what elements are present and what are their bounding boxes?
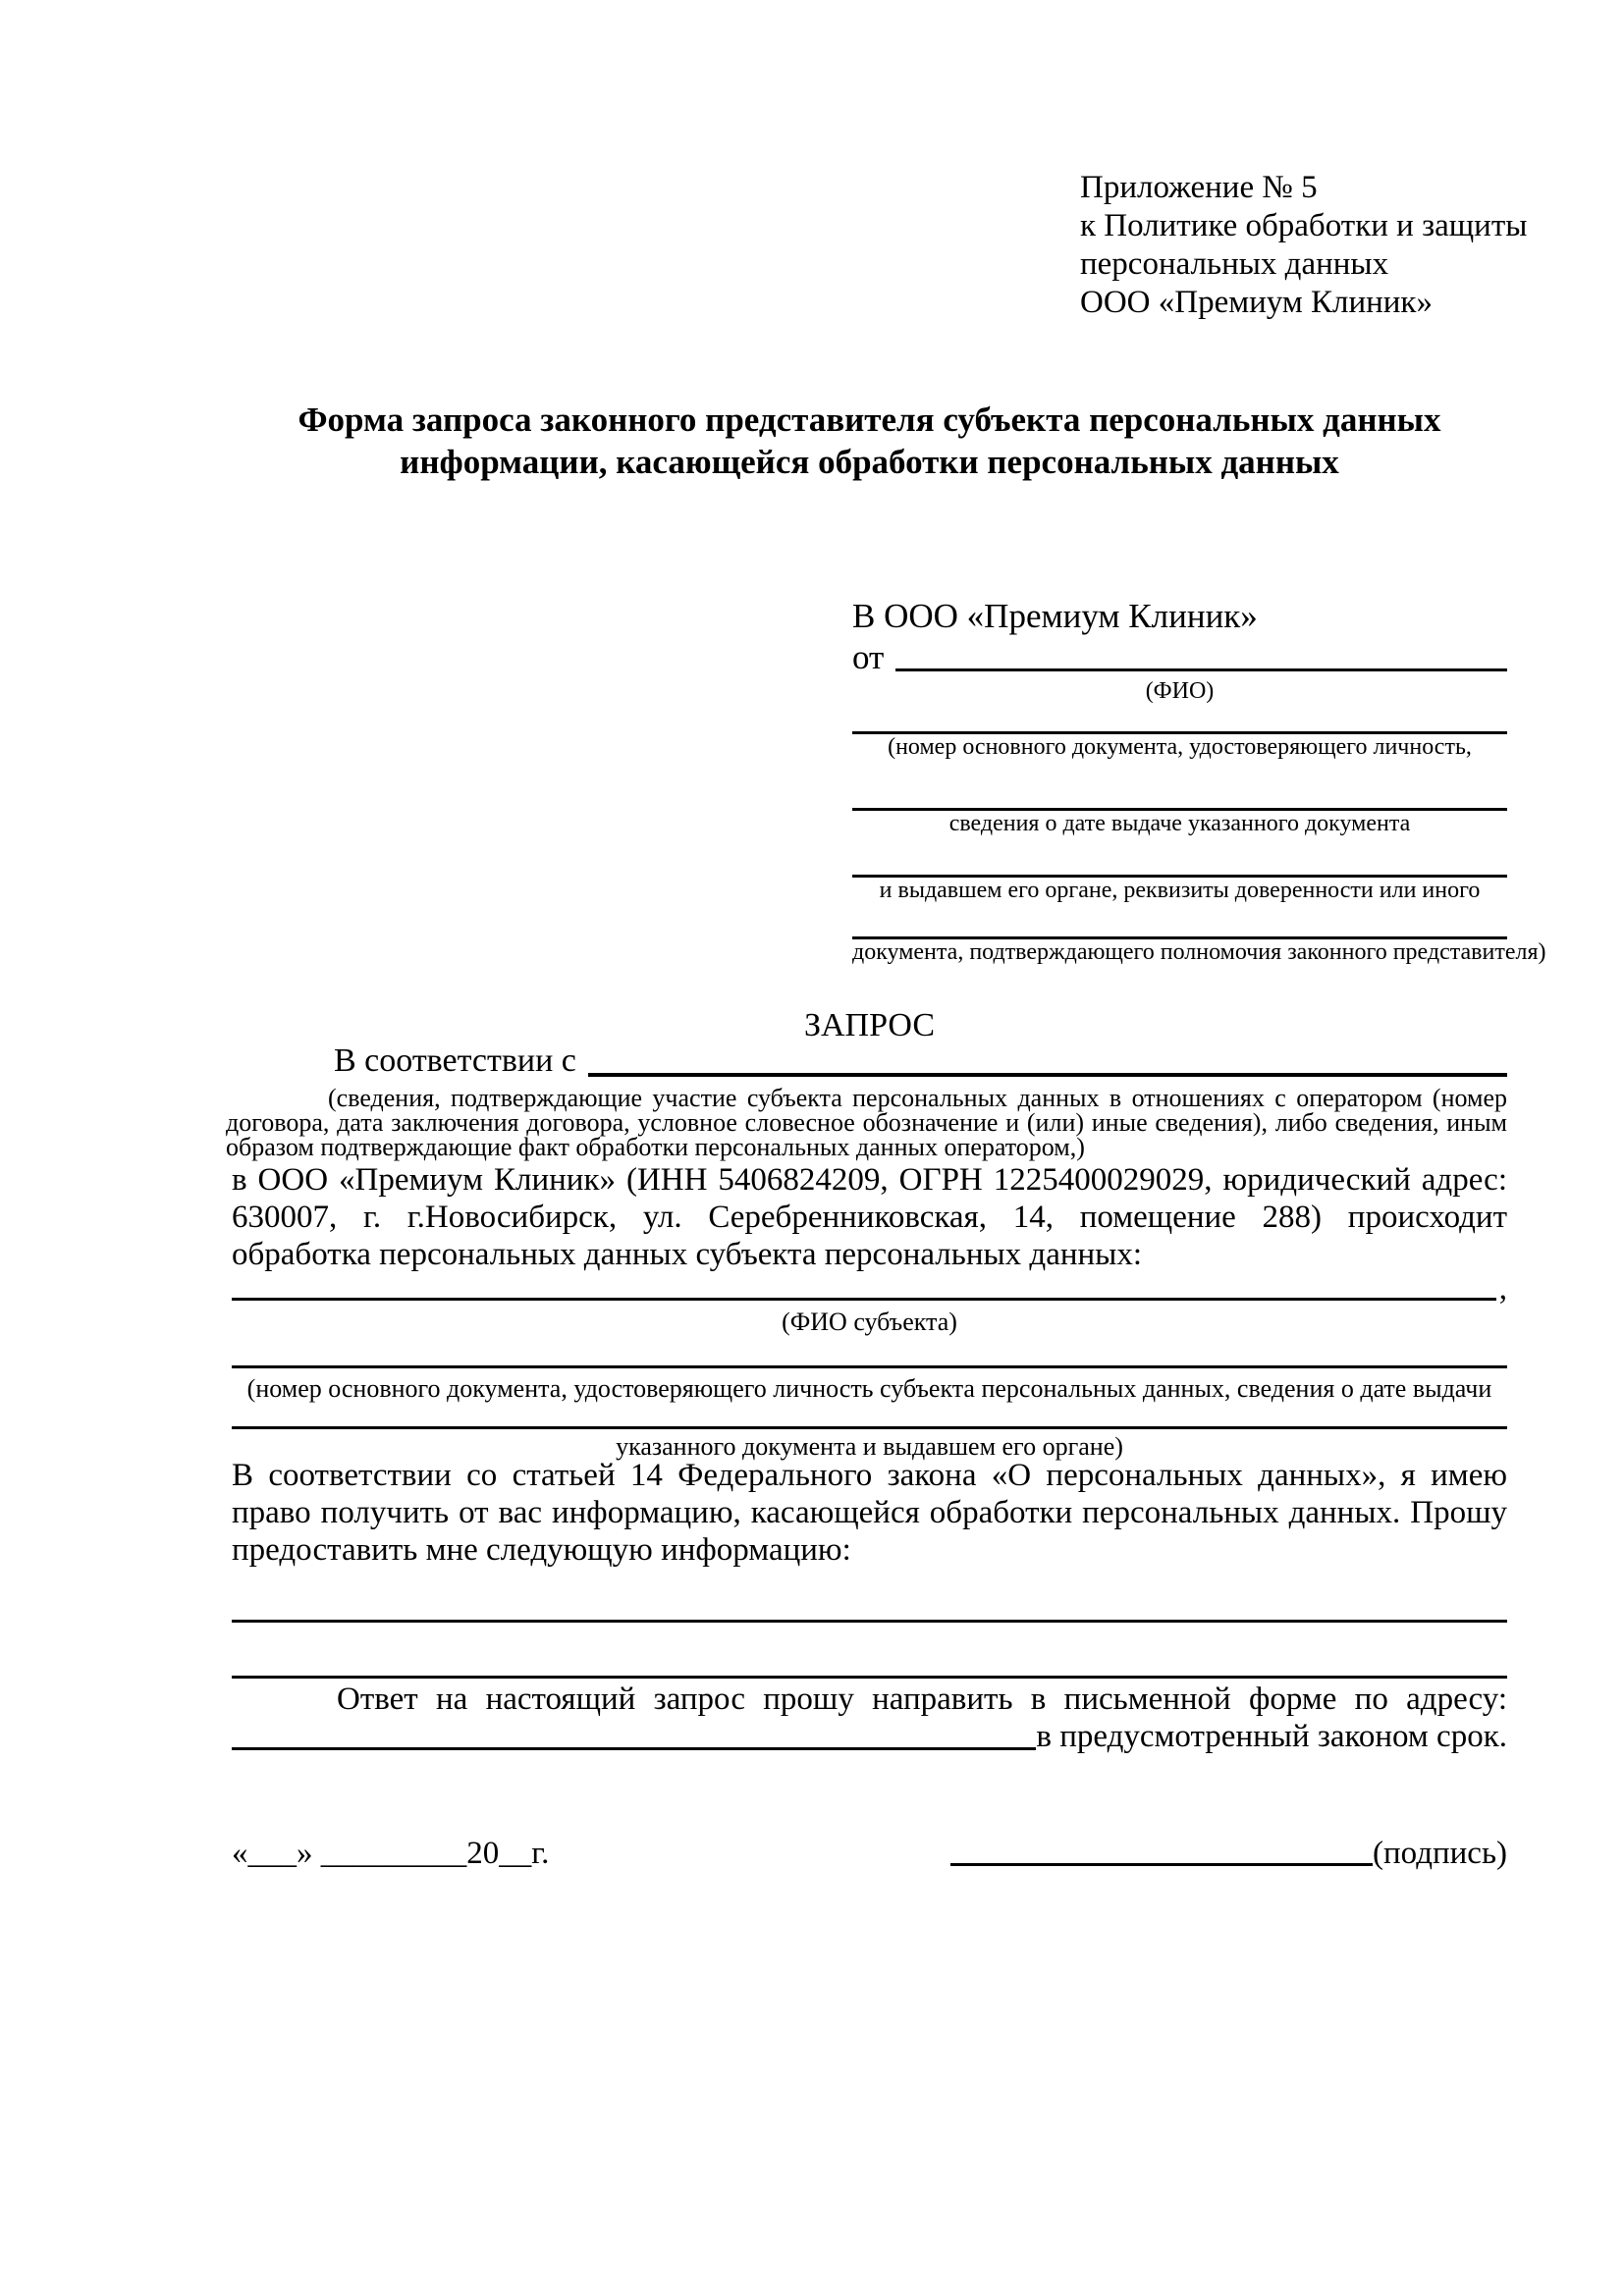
- addressee-block: [852, 596, 1546, 965]
- paragraph-indent: [232, 1041, 334, 1082]
- subject-fio-line: [232, 1271, 1507, 1307]
- blank-line: [852, 704, 1507, 734]
- blank-line: [232, 1676, 1507, 1679]
- signature-row: [232, 1834, 1507, 1873]
- fio-caption: (ФИО): [1145, 678, 1215, 704]
- answer-suffix: в предусмотренный законом срок.: [1036, 1719, 1507, 1754]
- signature-caption: (подпись): [1373, 1836, 1507, 1871]
- appendix-block: [1080, 169, 1527, 322]
- date-line: «___» _________20__г.: [232, 1836, 550, 1871]
- intro-prefix: В соответствии с: [334, 1042, 576, 1079]
- representative-doc-caption-3: и выдавшем его органе, реквизиты доверенности или иного: [879, 878, 1481, 903]
- representative-doc-caption-2: сведения о дате выдаче указанного документа: [948, 811, 1411, 836]
- addressee-from-line: [852, 637, 1507, 678]
- subject-fio-fill-line: [232, 1298, 1496, 1301]
- operator-paragraph: в ООО «Премиум Клиник» (ИНН 5406824209, ОГРН 1225400029029, юридический адрес: 630007, г. г.Новосибирск, ул. Серебренниковская, 14, помещение 288) происходит обработка персональных данных субъекта персональных данных:: [232, 1162, 1507, 1272]
- signature-group: [950, 1834, 1507, 1873]
- intro-line: [232, 1041, 1507, 1082]
- rights-paragraph: В соответствии со статьей 14 Федерального закона «О персональных данных», я имею право получить от вас информацию, касающейся обработки персональных данных. Прошу предоставить мне следующую информацию:: [232, 1458, 1507, 1568]
- subject-doc-caption-2: указанного документа и выдавшем его органе): [616, 1432, 1123, 1461]
- address-fill-line: [232, 1747, 1036, 1750]
- blank-line: [852, 760, 1507, 811]
- subject-doc-caption-1: (номер основного документа, удостоверяющего личность субъекта персональных данных, сведения о дате выдачи: [246, 1374, 1492, 1403]
- signature-fill-line: [950, 1863, 1373, 1866]
- blank-line: [232, 1620, 1507, 1623]
- appendix-line-2: к Политике обработки и защиты: [1080, 208, 1528, 243]
- intro-fill-line: [588, 1073, 1507, 1077]
- blank-line: [232, 1426, 1507, 1429]
- blank-line: [852, 836, 1507, 878]
- addressee-to: В ООО «Премиум Клиник»: [852, 597, 1258, 635]
- subject-fio-caption: (ФИО субъекта): [782, 1308, 957, 1336]
- answer-paragraph: Ответ на настоящий запрос прошу направить в письменной форме по адресу:: [337, 1682, 1507, 1717]
- representative-doc-caption-1: (номер основного документа, удостоверяющего личность,: [888, 734, 1472, 760]
- blank-line: [232, 1365, 1507, 1368]
- answer-address-line: [232, 1718, 1507, 1755]
- appendix-line-3: персональных данных: [1080, 246, 1389, 282]
- representative-doc-caption-4: документа, подтверждающего полномочия законного представителя): [852, 939, 1546, 965]
- blank-line: [852, 903, 1507, 939]
- appendix-line-4: ООО «Премиум Клиник»: [1080, 285, 1433, 320]
- appendix-line-1: Приложение № 5: [1080, 170, 1318, 205]
- request-heading: ЗАПРОС: [803, 1007, 936, 1043]
- subject-fio-comma: ,: [1498, 1271, 1507, 1307]
- intro-caption: (сведения, подтверждающие участие субъекта персональных данных в отношениях с оператором (номер договора, дата заключения договора, условное словесное обозначение и (или) иные сведения), либо сведения, иным образом подтверждающие факт обработки персональных данных оператором,): [226, 1084, 1507, 1161]
- from-label: от: [852, 638, 885, 676]
- fio-fill-line: [895, 668, 1507, 671]
- document-title: Форма запроса законного представителя субъекта персональных данных информации, касающейся обработки персональных данных: [298, 400, 1441, 481]
